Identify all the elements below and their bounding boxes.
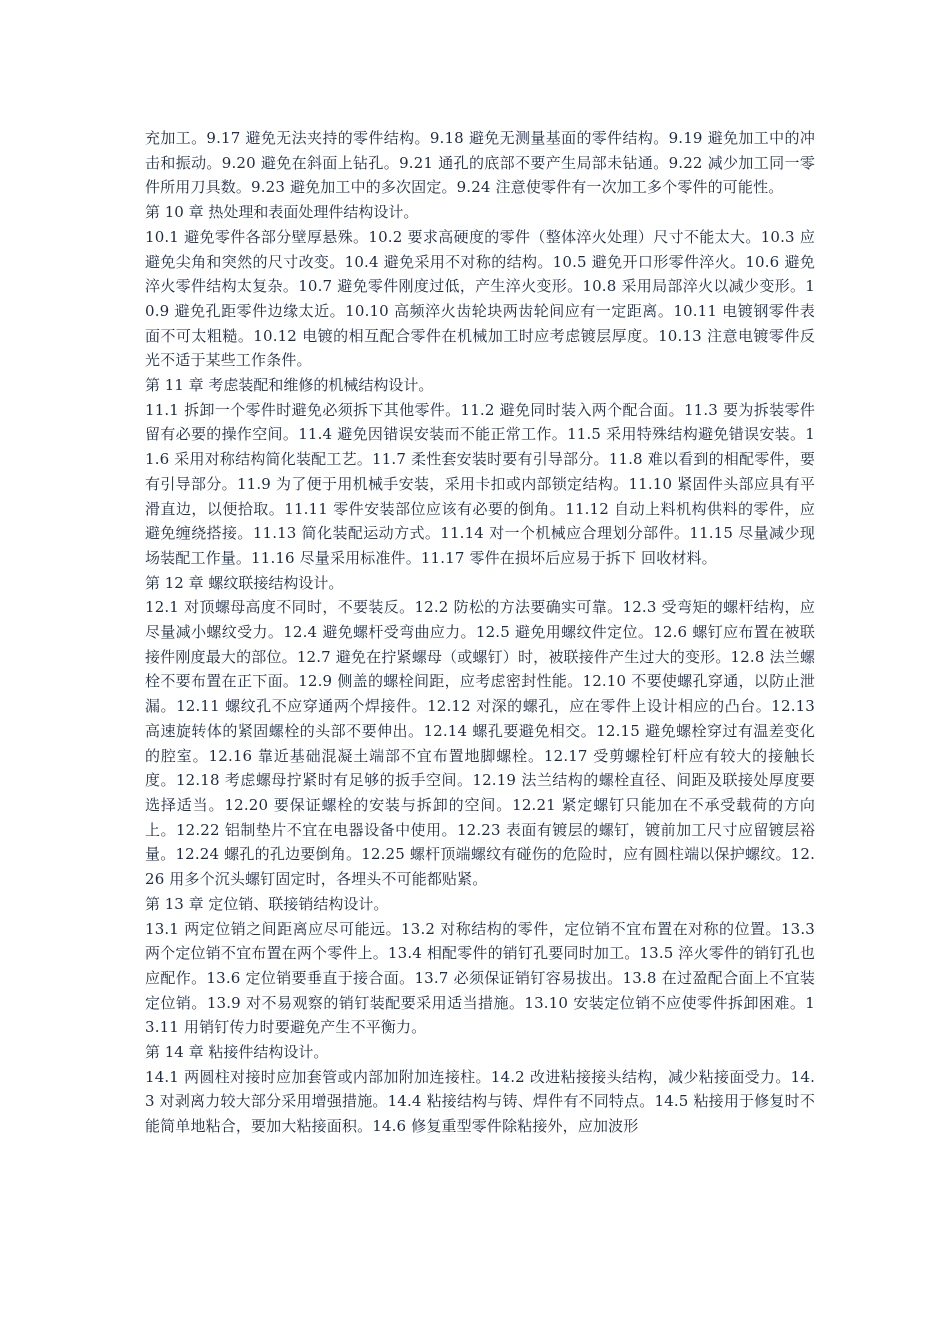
paragraph-chapter-13: 13.1 两定位销之间距离应尽可能远。13.2 对称结构的零件，定位销不宜布置在对称的位置。13.3 两个定位销不宜布置在两个零件上。13.4 相配零件的销钉孔要同时加工。13.5 淬火零件的销钉孔也应配作。13.6 定位销要垂直于接合面。13.7 必须保证销钉容易拔出。13.8 在过盈配合面上不宜装定位销。13.9 对不易观察的销钉装配要采用适当措施。13.10 安装定位销不应使零件拆卸困难。13.11 用销钉传力时要避免产生不平衡力。: [145, 919, 815, 1037]
chapter-11-heading: 第 11 章 考虑装配和维修的机械结构设计。: [145, 376, 434, 395]
paragraph-chapter-12: 12.1 对顶螺母高度不同时，不要装反。12.2 防松的方法要确实可靠。12.3 受弯矩的螺杆结构，应尽量减小螺纹受力。12.4 避免螺杆受弯曲应力。12.5 避免用螺纹件定位。12.6 螺钉应布置在被联接件刚度最大的部位。12.7 避免在拧紧螺母（或螺钉）时，被联接件产生过大的变形。12.8 法兰螺栓不要布置在正下面。12.9 侧盖的螺栓间距，应考虑密封性能。12.10 不要使螺孔穿通，以防止泄漏。12.11 螺纹孔不应穿通两个焊接件。12.12 对深的螺孔，应在零件上设计相应的凸台。12.13 高速旋转体的紧固螺栓的头部不要伸出。12.14 螺孔要避免相交。12.15 避免螺栓穿过有温差变化的腔室。12.16 靠近基础混凝土端部不宜布置地脚螺栓。12.17 受剪螺栓钉杆应有较大的接触长度。12.18 考虑螺母拧紧时有足够的扳手空间。12.19 法兰结构的螺栓直径、间距及联接处厚度要选择适当。12.20 要保证螺栓的安装与拆卸的空间。12.21 紧定螺钉只能加在不承受载荷的方向上。12.22 铝制垫片不宜在电器设备中使用。12.23 表面有镀层的螺钉，镀前加工尺寸应留镀层裕量。12.24 螺孔的孔边要倒角。12.25 螺杆顶端螺纹有碰伤的危险时，应有圆柱端以保护螺纹。12.26 用多个沉头螺钉固定时，各埋头不可能都贴紧。: [145, 598, 815, 889]
chapter-13-heading: 第 13 章 定位销、联接销结构设计。: [145, 894, 389, 913]
paragraph-chapter-11: 11.1 拆卸一个零件时避免必须拆下其他零件。11.2 避免同时装入两个配合面。11.3 要为拆装零件留有必要的操作空间。11.4 避免因错误安装而不能正常工作。11.5 采用特殊结构避免错误安装。11.6 采用对称结构简化装配工艺。11.7 柔性套安装时要有引导部分。11.8 难以看到的相配零件，要有引导部分。11.9 为了便于用机械手安装，采用卡扣或内部锁定结构。11.10 紧固件头部应具有平滑直边，以便拾取。11.11 零件安装部位应该有必要的倒角。11.12 自动上料机构供料的零件，应避免缠绕搭接。11.13 简化装配运动方式。11.14 对一个机械应合理划分部件。11.15 尽量减少现场装配工作量。11.16 尽量采用标准件。11.17 零件在损坏后应易于拆下 回收材料。: [145, 400, 815, 567]
paragraph-chapter-10: 10.1 避免零件各部分壁厚悬殊。10.2 要求高硬度的零件（整体淬火处理）尺寸不能太大。10.3 应避免尖角和突然的尺寸改变。10.4 避免采用不对称的结构。10.5 避免开口形零件淬火。10.6 避免淬火零件结构太复杂。10.7 避免零件刚度过低，产生淬火变形。10.8 采用局部淬火以减少变形。10.9 避免孔距零件边缘太近。10.10 高频淬火齿轮块两齿轮间应有一定距离。10.11 电镀钢零件表面不可太粗糙。10.12 电镀的相互配合零件在机械加工时应考虑镀层厚度。10.13 注意电镀零件反光不适于某些工作条件。: [145, 227, 815, 370]
paragraph-chapter-9-continued: 充加工。9.17 避免无法夹持的零件结构。9.18 避免无测量基面的零件结构。9.19 避免加工中的冲击和振动。9.20 避免在斜面上钻孔。9.21 通孔的底部不要产生局部未钻通。9.22 减少加工同一零件所用刀具数。9.23 避免加工中的多次固定。9.24 注意使零件有一次加工多个零件的可能性。: [145, 129, 815, 197]
document-body: [145, 126, 815, 1139]
chapter-10-heading: 第 10 章 热处理和表面处理件结构设计。: [145, 203, 419, 222]
chapter-14-heading: 第 14 章 粘接件结构设计。: [145, 1043, 329, 1062]
chapter-12-heading: 第 12 章 螺纹联接结构设计。: [145, 573, 344, 592]
paragraph-chapter-14: 14.1 两圆柱对接时应加套管或内部加附加连接柱。14.2 改进粘接接头结构，减少粘接面受力。14.3 对剥离力较大部分采用增强措施。14.4 粘接结构与铸、焊件有不同特点。14.5 粘接用于修复时不能简单地粘合，要加大粘接面积。14.6 修复重型零件除粘接外，应加波形: [145, 1067, 815, 1136]
